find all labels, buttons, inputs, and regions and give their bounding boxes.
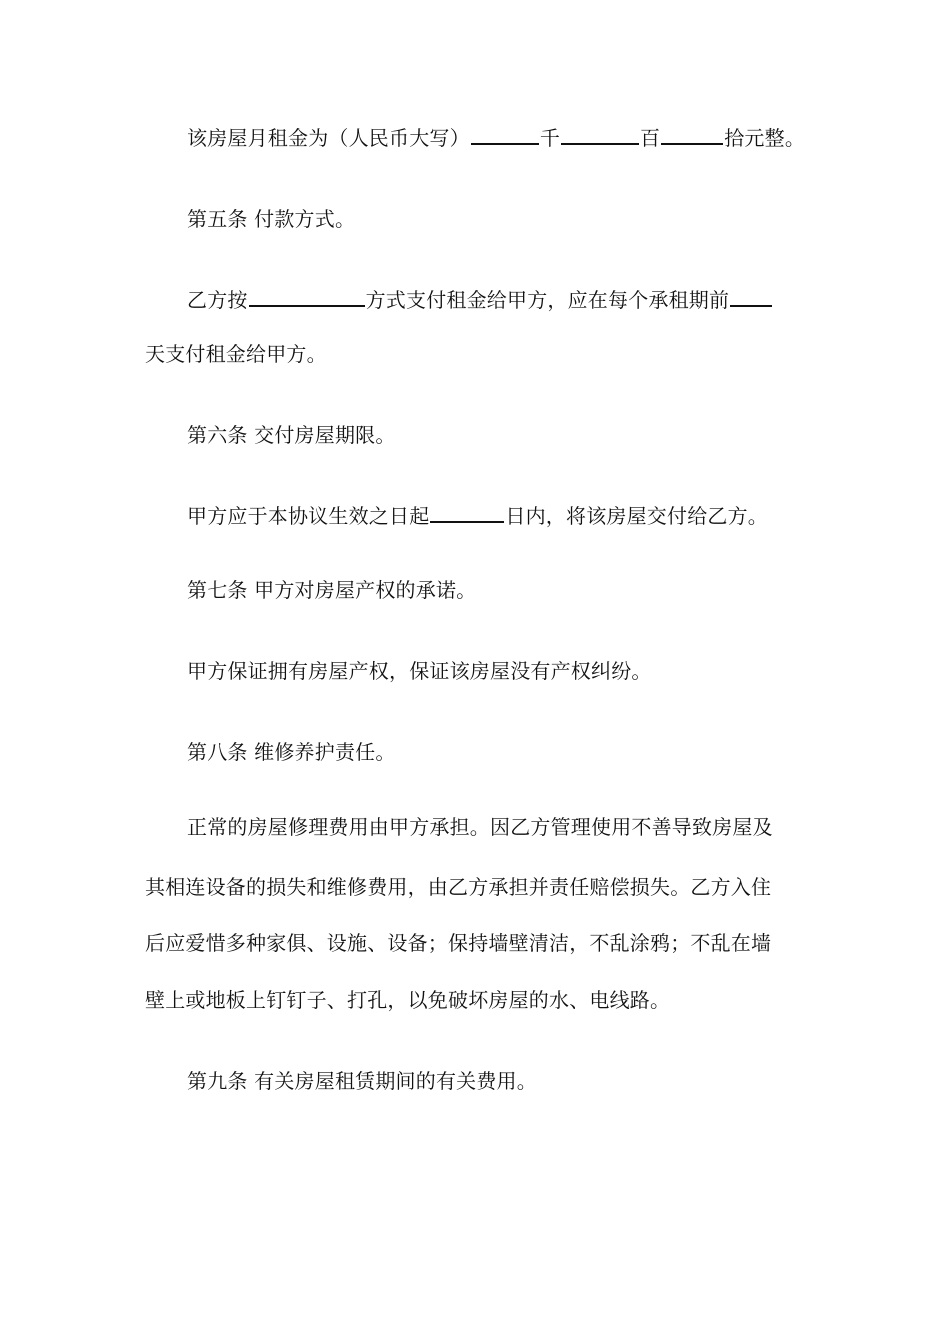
article-7-heading: 第七条 甲方对房屋产权的承诺。 (187, 578, 477, 602)
tens-blank (661, 124, 723, 145)
hundreds-unit: 百 (640, 126, 661, 150)
delivery-suffix: 日内，将该房屋交付给乙方。 (505, 504, 769, 528)
delivery-term-paragraph (187, 502, 810, 530)
article-5-heading: 第五条 付款方式。 (187, 207, 356, 231)
payment-method-line-2: 天支付租金给甲方。 (145, 342, 327, 366)
maintenance-line-1: 正常的房屋修理费用由甲方承担。因乙方管理使用不善导致房屋及 (187, 815, 773, 839)
payment-method-line-1 (187, 286, 810, 314)
payment-method-blank (249, 286, 365, 307)
property-right-paragraph: 甲方保证拥有房屋产权，保证该房屋没有产权纠纷。 (187, 659, 652, 683)
rent-amount-paragraph (187, 124, 810, 152)
days-before-blank (730, 286, 772, 307)
maintenance-line-4: 壁上或地板上钉钉子、打孔，以免破坏房屋的水、电线路。 (145, 988, 671, 1012)
thousands-unit: 千 (539, 126, 561, 150)
payment-middle: 方式支付租金给甲方，应在每个承租期前 (365, 288, 730, 312)
article-6-heading: 第六条 交付房屋期限。 (187, 423, 396, 447)
rent-amount-prefix: 该房屋月租金为（人民币大写） (187, 126, 470, 150)
delivery-prefix: 甲方应于本协议生效之日起 (187, 504, 430, 528)
delivery-days-blank (430, 502, 504, 523)
maintenance-line-3: 后应爱惜多种家俱、设施、设备；保持墙壁清洁，不乱涂鸦；不乱在墙 (145, 931, 772, 955)
hundreds-blank (561, 124, 639, 145)
article-8-heading: 第八条 维修养护责任。 (187, 740, 396, 764)
maintenance-line-2: 其相连设备的损失和维修费用，由乙方承担并责任赔偿损失。乙方入住 (145, 875, 772, 899)
thousands-blank (471, 124, 539, 145)
payment-prefix: 乙方按 (187, 288, 248, 312)
tens-unit: 拾元整。 (724, 126, 806, 150)
article-9-heading: 第九条 有关房屋租赁期间的有关费用。 (187, 1069, 537, 1093)
